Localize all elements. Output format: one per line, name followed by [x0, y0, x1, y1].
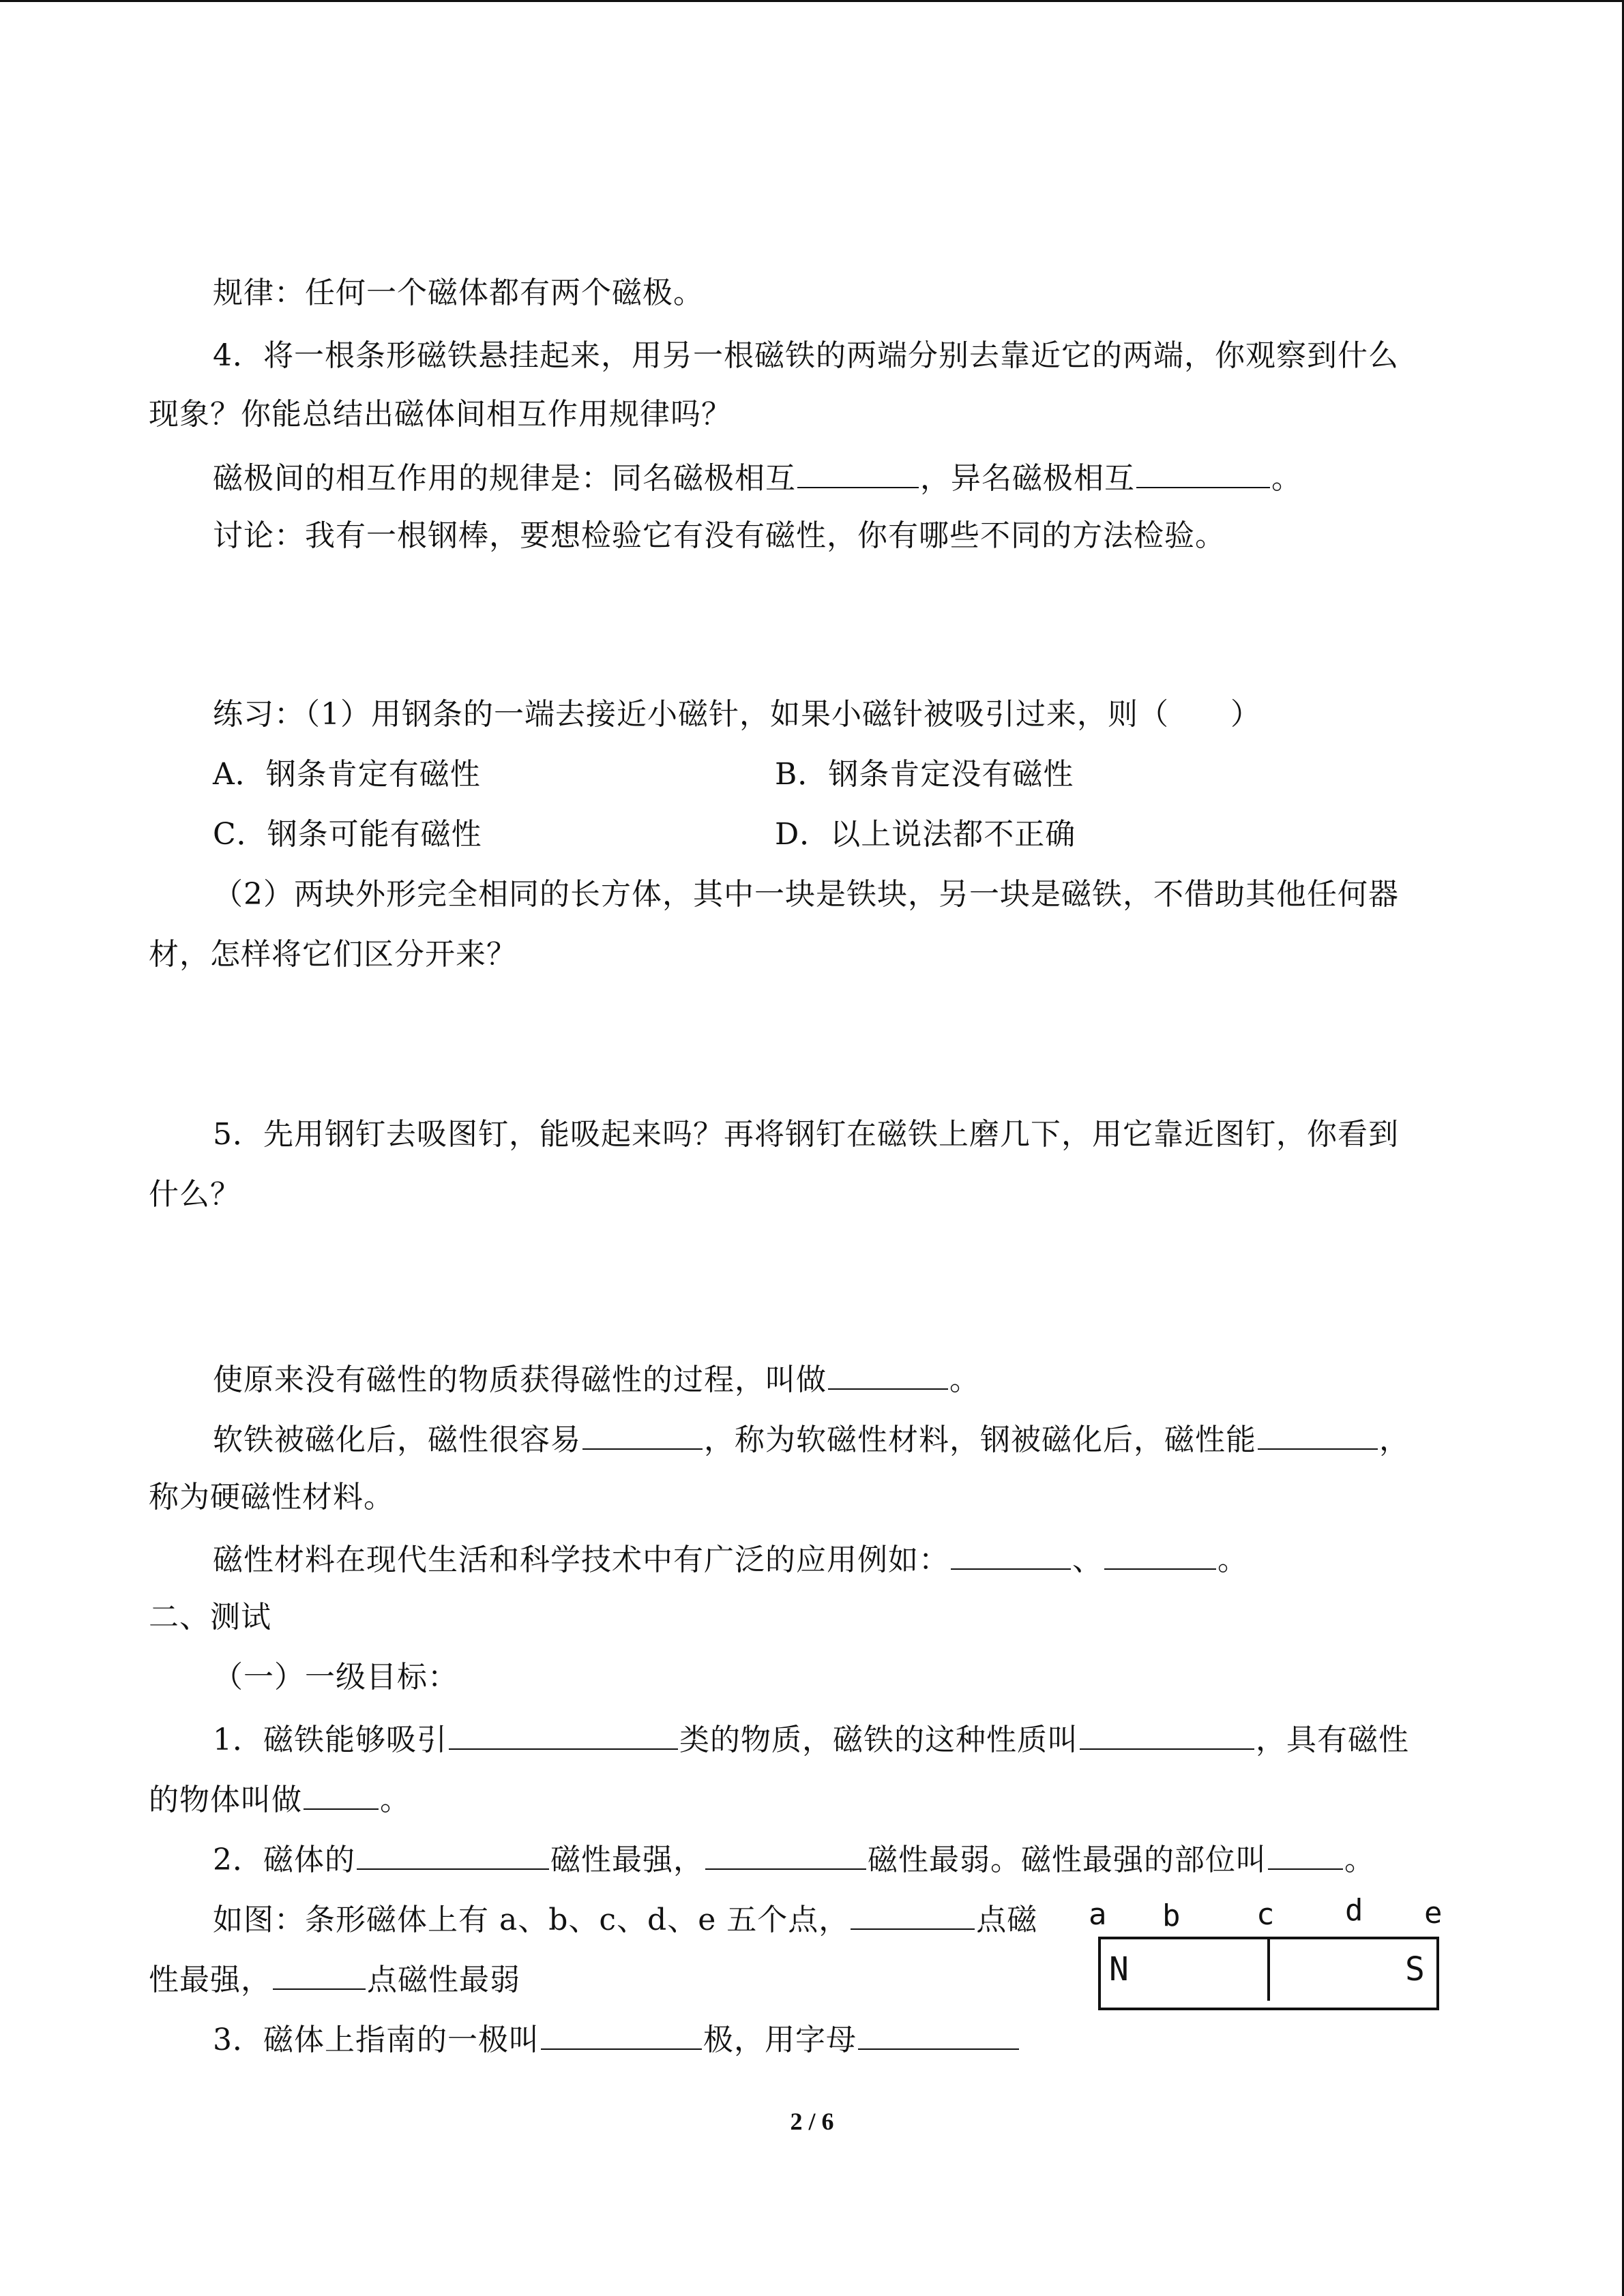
- blank-soft-iron[interactable]: [582, 1418, 703, 1450]
- blank-steel[interactable]: [1258, 1418, 1378, 1450]
- text: 磁性最强，: [550, 1843, 704, 1877]
- figure-question-line-2: [149, 1958, 520, 1999]
- test-question-1-line-2: [149, 1778, 411, 1819]
- text: 点磁性最弱: [367, 1963, 520, 1997]
- blank-magnetism-term[interactable]: [1080, 1718, 1254, 1750]
- blank-application-2[interactable]: [1104, 1538, 1216, 1570]
- text: 磁极间的相互作用的规律是：同名磁极相互: [213, 461, 796, 496]
- option-b: B．钢条肯定没有磁性: [775, 757, 1074, 792]
- option-c: C．钢条可能有磁性: [213, 817, 482, 852]
- bar-magnet-center-line: [1267, 1937, 1270, 2001]
- discussion-prompt: 讨论：我有一根钢棒，要想检验它有没有磁性，你有哪些不同的方法检验。: [213, 518, 1226, 553]
- test-question-1-line-1: [213, 1718, 1409, 1759]
- blank-application-1[interactable]: [951, 1538, 1071, 1570]
- point-e-label: e: [1424, 1896, 1443, 1930]
- text: ，具有磁性: [1256, 1723, 1409, 1757]
- exercise-2-line-1: （2）两块外形完全相同的长方体，其中一块是铁块，另一块是磁铁，不借助其他任何器: [213, 877, 1399, 912]
- point-b-label: b: [1162, 1898, 1181, 1933]
- text: 。: [949, 1362, 980, 1397]
- blank-weakest-point[interactable]: [273, 1958, 366, 1990]
- blank-attracted-material[interactable]: [449, 1718, 678, 1750]
- page-top-border: [0, 0, 1624, 2]
- magnetization-definition: [213, 1358, 980, 1399]
- rule-statement: 规律：任何一个磁体都有两个磁极。: [213, 275, 704, 310]
- text: 、: [1072, 1542, 1103, 1577]
- text: 如图：条形磁体上有 a、b、c、d、e 五个点，: [213, 1903, 850, 1937]
- figure-question-line-1: [213, 1898, 1037, 1939]
- pole-interaction-rule: [213, 457, 1302, 498]
- point-a-label: a: [1089, 1897, 1107, 1932]
- text: 。: [1271, 461, 1302, 496]
- blank-pole-name[interactable]: [1268, 1838, 1343, 1870]
- applications-line: [213, 1538, 1248, 1579]
- south-pole-label: S: [1405, 1950, 1425, 1988]
- point-c-label: c: [1256, 1897, 1275, 1932]
- text: 。: [1344, 1843, 1375, 1877]
- blank-opposite-poles[interactable]: [1136, 457, 1270, 488]
- text: 极，用字母: [703, 2023, 857, 2057]
- text: 。: [380, 1783, 411, 1817]
- blank-south-pole[interactable]: [541, 2018, 702, 2050]
- text: 1．磁铁能够吸引: [213, 1723, 447, 1757]
- text: 性最强，: [149, 1963, 271, 1997]
- text: ，: [1379, 1422, 1410, 1457]
- option-d: D．以上说法都不正确: [775, 817, 1076, 852]
- text: 。: [1217, 1542, 1248, 1577]
- test-question-3: [213, 2018, 1020, 2059]
- text: 2．磁体的: [213, 1843, 355, 1877]
- question-5-line-1: 5．先用钢钉去吸图钉，能吸起来吗？再将钢钉在磁铁上磨几下，用它靠近图钉，你看到: [213, 1117, 1399, 1152]
- question-5-line-2: 什么？: [149, 1177, 241, 1212]
- text: 使原来没有磁性的物质获得磁性的过程，叫做: [213, 1362, 827, 1397]
- test-question-2: [213, 1838, 1375, 1879]
- blank-strongest-part[interactable]: [357, 1838, 549, 1870]
- exercise-1: 练习：（1）用钢条的一端去接近小磁针，如果小磁针被吸引过来，则（ ）: [213, 697, 1261, 732]
- option-a: A．钢条肯定有磁性: [213, 757, 481, 792]
- section-test-heading: 二、测试: [149, 1600, 271, 1635]
- north-pole-label: N: [1109, 1950, 1129, 1988]
- soft-hard-material-line-2: 称为硬磁性材料。: [149, 1480, 394, 1515]
- point-d-label: d: [1345, 1893, 1363, 1928]
- blank-letter[interactable]: [858, 2018, 1019, 2050]
- blank-same-poles[interactable]: [797, 457, 919, 488]
- question-4-line-2: 现象？你能总结出磁体间相互作用规律吗？: [149, 397, 732, 432]
- text: 软铁被磁化后，磁性很容易: [213, 1422, 581, 1457]
- page-number: 2 / 6: [790, 2108, 834, 2135]
- blank-strongest-point[interactable]: [851, 1898, 975, 1930]
- text: 类的物质，磁铁的这种性质叫: [679, 1723, 1078, 1757]
- text: ，异名磁极相互: [920, 461, 1135, 496]
- text: 磁性最弱。磁性最强的部位叫: [868, 1843, 1267, 1877]
- text: ，称为软磁性材料，钢被磁化后，磁性能: [704, 1422, 1256, 1457]
- soft-hard-material-line-1: [213, 1418, 1410, 1459]
- text: 磁性材料在现代生活和科学技术中有广泛的应用例如：: [213, 1542, 949, 1577]
- blank-magnet-term[interactable]: [304, 1778, 379, 1810]
- text: 的物体叫做: [149, 1783, 302, 1817]
- text: 3．磁体上指南的一极叫: [213, 2023, 540, 2057]
- text: 点磁: [976, 1903, 1038, 1937]
- blank-magnetization[interactable]: [828, 1358, 948, 1390]
- exercise-2-line-2: 材，怎样将它们区分开来？: [149, 937, 517, 972]
- blank-weakest-part[interactable]: [705, 1838, 866, 1870]
- level-one-goal-heading: （一）一级目标：: [213, 1660, 458, 1695]
- question-4-line-1: 4．将一根条形磁铁悬挂起来，用另一根磁铁的两端分别去靠近它的两端，你观察到什么: [213, 338, 1399, 373]
